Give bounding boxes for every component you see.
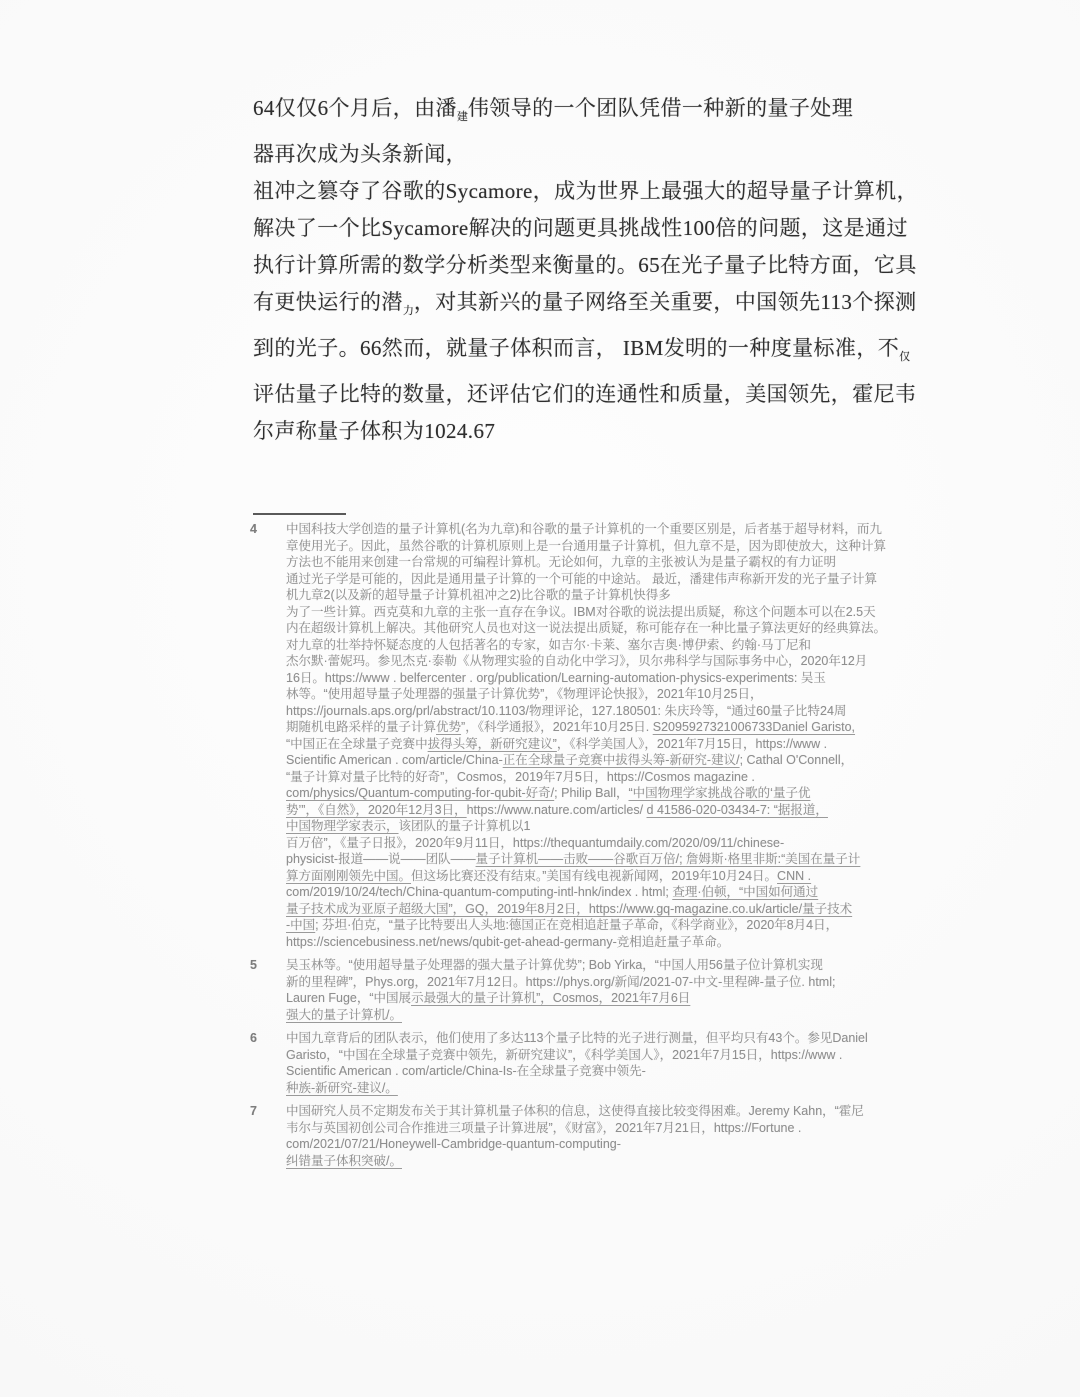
text-segment: physicist-报道——说——团队——: [286, 852, 476, 866]
text-segment: 16日。https://www . belfercenter . org/publication/Learning-automation-physics-experiments: 吴玉: [286, 670, 826, 685]
footnote-line: [286, 818, 960, 835]
footnote-line: [286, 1120, 960, 1137]
subscript-char: 力: [402, 305, 414, 317]
footnote-line: [286, 653, 960, 670]
text-segment: 韦尔与英国初创公司合作推进三项量子计算进展”，《财富》，2021年7月21日，https://Fortune .: [286, 1120, 802, 1135]
footnote-line: [286, 1047, 960, 1064]
text-segment: 内在超级计算机上解决。其他研究人员也对这一说法提出质疑，称可能存在一种比量子算法更好的经典算法。: [286, 621, 887, 635]
link-text[interactable]: 量子计算机——击败——谷歌百万倍/; 詹姆斯·格里非斯:“美国在量子计: [475, 852, 861, 866]
text-segment: 机九章2(以及新的超导量子计算机祖冲之2)比谷歌的量子计算机快得多: [286, 588, 671, 602]
text-segment: 中国研究人员不定期发布关于其计算机量子体积的信息，这使得直接比较变得困难。Jeremy Kahn，“霍尼: [286, 1104, 864, 1118]
text-segment: ; Philip Ball，: [554, 786, 629, 800]
link-text[interactable]: com/physics/Quantum-computing-for-qubit-好奇/: [286, 786, 555, 800]
footnote-marker: 5: [250, 958, 257, 972]
text-segment: “量子计算对量子比特的好奇”，Cosmos，2019年7月5日，https://Cosmos magazine .: [286, 769, 755, 784]
main-text-line: [253, 330, 943, 376]
footnote-line: [286, 957, 960, 974]
footnote-line: [286, 1103, 960, 1120]
link-text[interactable]: 优势: [436, 720, 462, 734]
text-segment: com/2019/10/24/tech/China-quantum-computing-intl-hnk/index . html;: [286, 885, 673, 899]
text-segment: Scientific American . com/article/China-Is-在全球量子竞赛中领先-: [286, 1064, 646, 1078]
text-segment: Lauren Fuge，“中国展: [286, 991, 412, 1005]
subscript-char: 建: [456, 111, 468, 123]
link-text[interactable]: 势’”，《自然》，2020年12月3日，: [286, 802, 467, 817]
main-text-line: [253, 284, 943, 330]
text-segment: 为了一些计算。西克莫和九章的主张一直存在争议。IBM对谷歌的说法提出质疑，称这个问题本可以在2.5天: [286, 604, 876, 619]
text-segment: 中国科技大学创造的量子计算机(名为九章)和谷歌的量子计算机的一个重要区别是，后者基于超导材料，而九: [286, 522, 882, 536]
footnote-line: [286, 868, 960, 885]
text-segment: “中国正在全球量子竞赛中: [286, 736, 428, 751]
text-segment: 章使用光子。因此，虽然谷歌的计算机原则上是一台通用量子计算机，但九章不是，因为即使放大，这种计算: [286, 538, 887, 553]
text-segment: 杰尔默·蕾妮玛。参见杰克·泰勒《从物理实验的自动化中学习》，贝尔弗科学与国际事务中心，2020年12月: [286, 654, 868, 668]
footnotes-section: [250, 521, 960, 1176]
link-text[interactable]: 量子技术成为亚原子超级大国”，GQ，2019年8月2日，https://www.gq-magazine.co.uk/article/量子技术: [286, 901, 853, 916]
text-segment: 64仅仅6个月后，由潘: [253, 96, 457, 120]
main-text-line: [253, 90, 943, 136]
footnote-marker: 4: [250, 522, 257, 536]
footnote-line: [286, 554, 960, 571]
footnote-line: [286, 974, 960, 991]
footnote-line: [286, 538, 960, 555]
main-text-line: [253, 413, 943, 450]
text-segment: 百万倍”，《量子日报》，2020年9月11日，https://thequantumdaily.com/2020/09/11/chinese-: [286, 835, 785, 850]
text-segment: 方法也不能用来创建一台常规的可编程计算机。无论如何，九章的主张被认为是量子霸权的有力证明: [286, 555, 837, 569]
text-segment: 器再次成为头条新闻，: [253, 142, 467, 166]
main-paragraph: [253, 90, 943, 450]
text-segment: 该团队的量子计算机以1: [398, 819, 531, 833]
main-text-line: [253, 376, 943, 413]
text-segment: ，《科学美国人》，2021年7月15日，https://www .: [556, 736, 828, 751]
text-segment: 尔声称量子体积为1024.67: [253, 419, 496, 443]
link-text[interactable]: 算方面刚刚领先中国。: [286, 868, 412, 883]
link-text[interactable]: d 41586-020-03434-7: “据报道，: [646, 802, 828, 817]
link-text[interactable]: CNN .: [777, 868, 812, 883]
footnote-line: [286, 934, 960, 951]
text-segment: 祖冲之篡夺了谷歌的Sycamore，成为世界上最强大的超导量子计算机，: [253, 179, 918, 203]
footnote: [250, 521, 960, 950]
footnote-line: [286, 1007, 960, 1024]
text-segment: https://www.nature.com/articles/: [466, 802, 647, 817]
text-segment: ; 芬坦·伯克，“量子比特要出人头地:德国正在竞相追赶量子革命，《科学商业》，2020年8月4日，: [315, 918, 839, 932]
footnote-line: [286, 835, 960, 852]
footnote-line: [286, 604, 960, 621]
footnote-line: [286, 703, 960, 720]
footnote-line: [286, 990, 960, 1007]
footnote-text: [286, 957, 960, 1023]
text-segment: 期随机电路采样的量子计算: [286, 720, 437, 734]
text-segment: ; Cathal O'Connell，: [739, 753, 854, 767]
footnote-text: [286, 1030, 960, 1096]
main-text-line: [253, 210, 943, 247]
footnote-line: [286, 752, 960, 769]
footnote-marker: 7: [250, 1104, 257, 1118]
footnote-marker: 6: [250, 1031, 257, 1045]
text-segment: Garisto，“中国在全球量子竞赛中领先，新研究建议”，《科学美国人》，2021年7月15日，https://www .: [286, 1047, 843, 1062]
main-text-line: [253, 173, 943, 210]
link-text[interactable]: 查理·伯顿，“中国如何通过: [672, 885, 819, 899]
footnote: [250, 957, 960, 1023]
link-text[interactable]: 示最强大的量子计算机”，Cosmos，2021年7月6日: [411, 991, 691, 1005]
text-segment: com/2021/07/21/Honeywell-Cambridge-quantum-computing-: [286, 1137, 621, 1151]
link-text[interactable]: 中国物理学家表示，: [286, 819, 399, 833]
text-segment: 执行计算所需的数学分析类型来衡量的。65在光子量子比特方面，它具: [253, 253, 917, 277]
footnote-line: [286, 917, 960, 934]
footnote-line: [286, 1153, 960, 1170]
text-segment: https://sciencebusiness.net/news/qubit-get-ahead-germany-竞相追赶量子革命。: [286, 934, 730, 949]
text-segment: 新的里程碑”，Phys.org，2021年7月12日。https://phys.org/新闻/2021-07-中文-里程碑-量子位. html;: [286, 974, 836, 989]
link-text[interactable]: S2095927321006733Daniel Garisto,: [652, 720, 856, 734]
text-segment: 有更快运行的潜: [253, 290, 403, 314]
footnote-line: [286, 637, 960, 654]
footnote-line: [286, 769, 960, 786]
link-text[interactable]: “中国物理学家挑战谷歌的‘量子优: [628, 786, 811, 800]
footnote-line: [286, 571, 960, 588]
footnote-line: [286, 901, 960, 918]
footnote: [250, 1030, 960, 1096]
footnote-line: [286, 670, 960, 687]
link-text[interactable]: 种族-新研究-建议/。: [286, 1080, 398, 1095]
link-text[interactable]: 强大的量子计算机/。: [286, 1007, 402, 1022]
footnote-text: [286, 1103, 960, 1169]
footnote: [250, 1103, 960, 1169]
footnote-line: [286, 1030, 960, 1047]
text-segment: 吴玉林等。“使用超导量子处理器的强大量子计算优势”; Bob Yirka，“中国人用56量子位计算机实现: [286, 958, 823, 972]
footnote-line: [286, 521, 960, 538]
text-segment: 通过光子学是可能的，因此是通用量子计算的一个可能的中途站。 最近，潘建伟声称新开发的光子量子计算: [286, 571, 877, 586]
subscript-char: 仅: [899, 351, 911, 363]
text-segment: 伟领导的一个团队凭借一种新的量子处理: [467, 96, 854, 120]
link-text[interactable]: -中国: [286, 918, 316, 932]
text-segment: 林等。“使用超导量子处理器的强量子计算优势”，《物理评论快报》，2021年10月25日，: [286, 687, 763, 701]
footnote-line: [286, 686, 960, 703]
footnote-line: [286, 851, 960, 868]
text-segment: 评估量子比特的数量，还评估它们的连通性和质量，美国领先，霍尼韦: [253, 382, 917, 406]
link-text[interactable]: 正在全球量子竞赛中拔得头筹-新研究-建议/: [502, 753, 740, 767]
text-segment: 对九章的壮举持怀疑态度的人包括著名的专家，如吉尔·卡莱、塞尔吉奥·博伊索、约翰·马丁尼和: [286, 637, 811, 652]
footnote-line: [286, 736, 960, 753]
footnote-line: [286, 620, 960, 637]
main-text-line: [253, 136, 943, 173]
footnote-line: [286, 1080, 960, 1097]
footnote-line: [286, 802, 960, 819]
footnote-line: [286, 587, 960, 604]
text-segment: 中国九章背后的团队表示，他们使用了多达113个量子比特的光子进行测量，但平均只有43个。参见Daniel: [286, 1031, 868, 1045]
text-segment: ，对其新兴的量子网络至关重要，中国领先113个探测: [413, 290, 917, 314]
footnote-line: [286, 785, 960, 802]
link-text[interactable]: 拔得头筹，新研究建议”: [427, 736, 557, 751]
footnote-line: [286, 719, 960, 736]
footnote-separator: [253, 513, 346, 515]
main-text-line: [253, 247, 943, 284]
text-segment: 解决了一个比Sycamore解决的问题更具挑战性100倍的问题，这是通过: [253, 216, 908, 240]
text-segment: Scientific American . com/article/China-: [286, 753, 503, 767]
text-segment: ”，《科学通报》，2021年10月25日.: [461, 720, 653, 734]
footnote-line: [286, 1136, 960, 1153]
footnote-line: [286, 1063, 960, 1080]
link-text[interactable]: 纠错量子体积突破/。: [286, 1153, 402, 1168]
text-segment: https://journals.aps.org/prl/abstract/10.1103/物理评论，127.180501: 朱庆玲等，“通过60量子比特24周: [286, 703, 847, 718]
text-segment: 但这场比赛还没有结束。”美国有线电视新闻网，2019年10月24日。: [411, 868, 778, 883]
footnote-text: [286, 521, 960, 950]
footnote-line: [286, 884, 960, 901]
text-segment: 到的光子。66然而，就量子体积而言， IBM发明的一种度量标准，不: [253, 336, 900, 360]
